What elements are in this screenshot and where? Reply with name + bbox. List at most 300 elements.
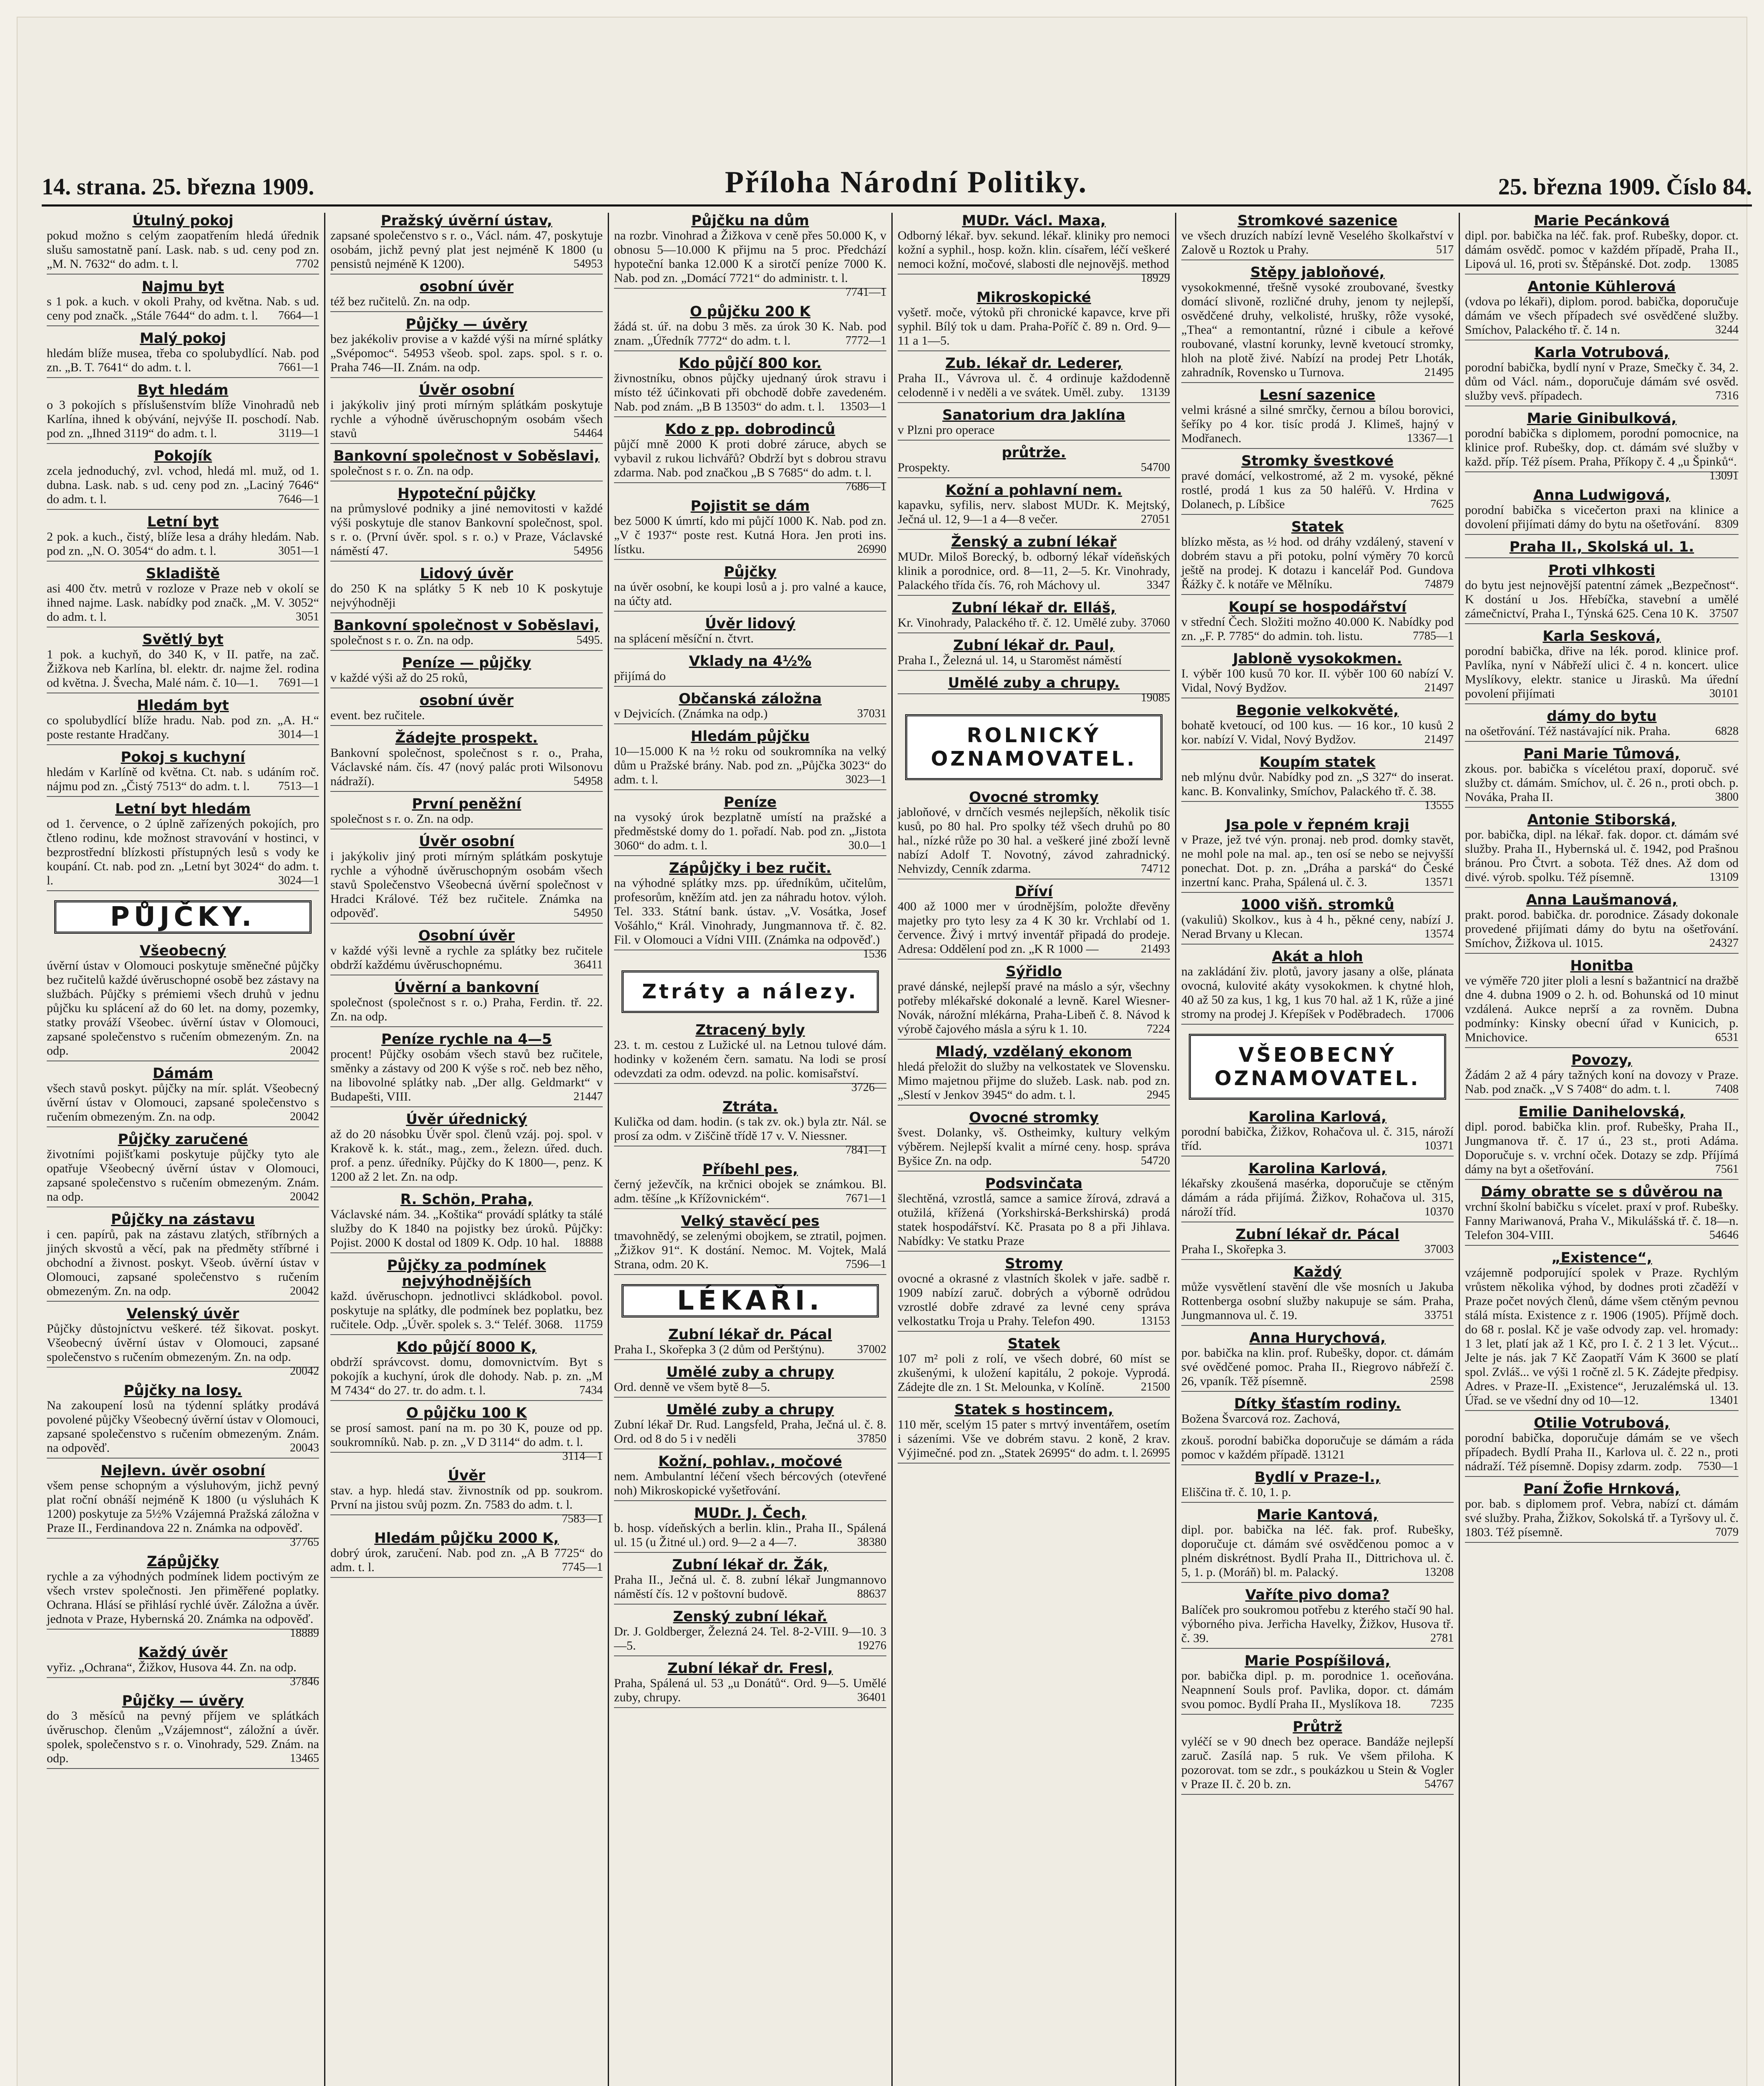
ad-heading: Kožní, pohlav., močové [658, 1453, 842, 1470]
ad-body: životními pojišťkami poskytuje půjčky tyto ale opatřuje Všeobecný úvěrní ústav v Olomouci, zapsané společenstvo s ručením obmezeným. Znám. na odp. [47, 1147, 319, 1204]
ad-reference-number: 19085 [1141, 691, 1170, 704]
ad-separator [1465, 534, 1739, 535]
ad-heading: Stromy [1005, 1255, 1063, 1272]
ad-body: až do 20 násobku Úvěr spol. členů vzáj. poj. spol. v Krakově k. k. stát., mag., zem., železn. úřed. duch. prof. a penz. úředníky. Půjčky do K 1800—, penz. K 1200 až 2 let. Zn. na odp. [330, 1127, 603, 1184]
classified-ad [1181, 1264, 1454, 1326]
classified-ad [47, 801, 319, 891]
ad-heading: Kdo půjčí 800 kor. [679, 355, 822, 372]
classified-ad [1181, 1330, 1454, 1392]
ad-body: na zakládání živ. plotů, javory jasany a olše, plánata ovocná, kulovité akáty vysokokmen. k chytné hloh, 40 až 50 za kus, 1 kg, 1 kus 70 hal. až 1 K, růže a jiné stromy na prodej J. Kŕepíšek v Poděbradech. [1181, 965, 1454, 1021]
ad-body: o 3 pokojích s příslušenstvím blíže Vinohradů neb Karlína, ihned k obývání, nejvýše II. poschodí. Nab. pod zn. „Ihned 3119“ do adm. t. l. [47, 398, 319, 440]
classified-ad [614, 1660, 886, 1708]
ad-body: bez 5000 K úmrtí, kdo mi půjčí 1000 K. Nab. pod zn. „V č 1937“ poste rest. Kutná Hora. Jen proti ins. lístku. [614, 514, 886, 556]
ad-heading: průtrže. [1002, 444, 1066, 461]
ad-reference-number: 33751 [1424, 1309, 1454, 1322]
ad-heading: Podsvinčata [985, 1175, 1083, 1192]
ad-reference-number: 3800 [1715, 791, 1739, 804]
classified-ad [1181, 1161, 1454, 1222]
ad-separator [47, 1677, 319, 1678]
ad-separator [614, 1274, 886, 1275]
classified-ad [614, 1099, 886, 1157]
ad-separator [1181, 1024, 1454, 1025]
ad-heading: Velký stavěcí pes [681, 1213, 820, 1229]
ad-heading: Zápůjčky [147, 1553, 219, 1570]
ad-reference-number: 54464 [574, 427, 603, 440]
ad-heading: Půjčky na zástavu [111, 1211, 255, 1228]
ad-reference-number: 54950 [574, 907, 603, 920]
ad-heading: Sýřidlo [1006, 963, 1062, 980]
ad-separator [898, 1039, 1170, 1040]
classified-ad [330, 1192, 603, 1253]
ad-heading: Dámám [153, 1065, 213, 1082]
classified-ad [330, 617, 603, 651]
classified-ad [1465, 1184, 1739, 1246]
ad-separator [1181, 382, 1454, 383]
classified-ad [47, 749, 319, 797]
ad-heading: Sanatorium dra Jaklína [942, 407, 1125, 423]
ad-heading: Zubní lékař dr. Fresl, [667, 1660, 833, 1677]
ad-body: co spolubydlící blíže hradu. Nab. pod zn. „A. H.“ poste restante Hradčany. [47, 713, 319, 741]
ad-body: Zubní lékař Dr. Rud. Langsfeld, Praha, Ječná ul. č. 8. Ord. od 8 do 5 i v neděli [614, 1418, 886, 1446]
ad-body: i cen. papírů, pak na zástavu zlatých, stříbrných a jiných skvostů a věcí, pak na předměty stříbrné i obchodní a živnost. poskyt. Všeob. úvěrní ústav v Olomouci, zapsané společenstvo s ručením obmezeným. Zn. na odp. [47, 1227, 319, 1298]
ad-separator [1181, 1325, 1454, 1326]
classified-ad [330, 655, 603, 688]
ad-body: pokud možno s celým zaopatřením hledá úřednik slušu samostatně paní. Lask. nab. s ud. ceny pod zn. „M. N. 7632“ do adm. t. l. [47, 229, 319, 271]
ad-body: pravé domácí, velkostromé, až 2 m. vysoké, pěkné rostlé, prodá 1 kus za 50 haléřů. V. Hrdina v Dolanech, p. Líbšice [1181, 469, 1454, 511]
ad-heading: Pražský úvěrní ústav, [380, 213, 553, 229]
ad-heading: Umělé zuby a chrupy [666, 1364, 834, 1381]
ad-separator [330, 923, 603, 924]
ad-reference-number: 3014—1 [278, 728, 319, 741]
classified-ad [330, 1405, 603, 1464]
ad-reference-number: 38380 [857, 1536, 886, 1549]
ad-reference-number: 19276 [857, 1639, 886, 1652]
ad-heading: Bydlí v Praze-I., [1254, 1469, 1381, 1486]
ad-reference-number: 24327 [1709, 937, 1739, 950]
ad-body: jabloňové, v drnčích vesmés nejlepších, několik tisíc kusů, po 80 hal. Pro spolky též všech druhů po 80 hal., nízké růže po 30 hal. a veškeré jiné zboží levně nabízí Adolf T. Novotný, závod zahradnický. Nehvizdy, Cenník zdarma. [898, 805, 1170, 876]
classified-ad [898, 482, 1170, 530]
ad-separator [614, 1604, 886, 1605]
ad-heading: Pokoj s kuchyní [121, 749, 245, 766]
classified-ad [898, 675, 1170, 705]
ad-body: (vdova po lékaři), diplom. porod. babička, doporučuje dámám ve všech případech své osvědčené služby. Smíchov, Palackého tř. č. 14 n. [1465, 295, 1739, 337]
ad-reference-number: 20042 [290, 1365, 319, 1378]
ad-heading: Bankovní společnost v Soběslavi, [333, 617, 600, 634]
ad-body: švest. Dolanky, vš. Ostheimky, kultury velkým výběrem. Nejlepší kvalit a mírné ceny. hosp. správa Byšice Zn. na odp. [898, 1126, 1170, 1168]
classified-ad [47, 213, 319, 275]
classified-ad [47, 1645, 319, 1689]
ad-body: vysokokmenné, třešně vysoké zroubované, švestky domácí slivoně, rozličné druhy, jenom ty nejlepší, osvědčené druhy, velkolisté, hrušky, rôže vysoké, „Thea“ a remontantní, různé i cibule a keřové roubované, vlastní korunky, levně kvetoucí stromky, hloh na plotě živé. Nabízí na prodej Petr Lhoták, zahradník, Rovensko u Turnova. [1181, 280, 1454, 379]
classified-ad [330, 1530, 603, 1578]
ad-heading: Marie Pecánková [1534, 213, 1670, 229]
classified-ad [1181, 754, 1454, 813]
ad-heading: Karolina Karlová, [1248, 1160, 1387, 1177]
ad-heading: Skladiště [146, 565, 220, 582]
ad-separator [47, 377, 319, 378]
ad-heading: Vaříte pivo doma? [1245, 1587, 1390, 1603]
ad-heading: Úvěr lidový [705, 615, 795, 632]
ad-body: 2 pok. a kuch., čistý, blíže lesa a dráhy hledám. Nab. pod zn. „N. O. 3054“ do adm. t. l. [47, 530, 319, 558]
ad-body: por. babička dipl. p. m. porodnice 1. oceňována. Neapnnení Souls prof. Pavlika, dopor. ct. dámám svou pomoc. Bydlí Praha II., Myslíkova 18. [1181, 1669, 1454, 1711]
ad-heading: Dámy obratte se s důvěrou na [1481, 1184, 1723, 1200]
ad-separator [898, 477, 1170, 478]
ad-body: se prosí samost. paní na m. po 30 K, pouze od pp. soukromníků. Nab. p. zn. „V D 3114“ do adm. t. l. [330, 1421, 603, 1449]
column-2 [325, 213, 609, 2086]
ad-separator [614, 789, 886, 790]
classified-ad [614, 653, 886, 687]
ad-reference-number: 13367—1 [1407, 432, 1454, 445]
ad-separator [1465, 807, 1739, 808]
ad-separator [1181, 259, 1454, 260]
classified-ad [898, 355, 1170, 403]
column-3 [609, 213, 893, 2086]
ad-heading: Jabloně vysokokmen. [1233, 650, 1402, 667]
ad-heading: Stromkové sazenice [1237, 213, 1398, 229]
ad-columns [42, 213, 1752, 2086]
ad-heading: První peněžní [412, 796, 521, 812]
classified-ad [1465, 213, 1739, 275]
ad-reference-number: 54956 [574, 544, 603, 557]
ad-separator [614, 559, 886, 560]
ad-heading: Kdo z pp. dobrodinců [665, 421, 835, 438]
ad-reference-number: 7686—1 [846, 480, 886, 493]
ad-body: zapsané společenstvo s r. o., Václ. nám. 47, poskytuje osobám, jichž pevný plat jest nejméně K 1800 (u pensistů nejméně K 1200). [330, 229, 603, 271]
ad-body: obdrží správcovst. domu, domovnictvím. Byt s pokojík a kuchyní, úrok dle dohody. Nab. p. zn. „M M 7434“ do 27. tr. do adm. t. l. [330, 1355, 603, 1397]
classified-ad [614, 498, 886, 560]
classified-ad [614, 304, 886, 351]
ad-separator [898, 350, 1170, 351]
ad-heading: Zubní lékař dr. Paul, [953, 637, 1115, 654]
section-banner-pujcky: PŮJČKY. [54, 900, 312, 934]
ad-reference-number: 7741—1 [846, 286, 886, 299]
classified-ad [898, 407, 1170, 441]
ad-reference-number: 21493 [1141, 942, 1170, 955]
ad-heading: Statek [1007, 1335, 1060, 1352]
ad-separator [898, 529, 1170, 530]
classified-ad [898, 789, 1170, 879]
ad-body: bez jakékoliv provise a v každé výši na mírné splátky „Svépomoc“. 54953 všeob. spol. zaps. spol. s r. o. Praha 746—II. Znám. na odp. [330, 332, 603, 374]
ad-body: v Praze, jež tvé výn. pronaj. neb prod. domky stavět, ne mohl pole na mal. ap., ten osí se nebo se nejvyšší ponechat. Dot. p. zn. „Dráha a parská“ do České inzertní kanc. Praha, Spálená ul. č. 3. [1181, 833, 1454, 889]
ad-reference-number: 21495 [1424, 366, 1454, 379]
classified-ad [1465, 562, 1739, 624]
ad-body: procent! Půjčky osobám všech stavů bez ručitele, směnky a zástavy od 200 K výše s roč. neb bez něho, na libovolné splátky nab. „Der allg. Geldmarkt“ v Budapešti, VIII. [330, 1047, 603, 1103]
ad-body: hledám v Karlíně od května. Ct. nab. s udáním roč. nájmu pod zn. „Čistý 7513“ do adm. t. l. [47, 765, 319, 793]
ad-heading: Peníze rychle na 4—5 [381, 1031, 552, 1048]
classified-ad [47, 448, 319, 510]
ad-body: porodní babička, dřive na lék. porod. klinice prof. Pavlíka, nyní v Nábřeží ulici č. 4 n. koncert. ulice Myslíkovy, elektr. stanice u Jirasků. Ma úřední povolení přijímati [1465, 644, 1739, 700]
ad-separator [1465, 1099, 1739, 1100]
section-banner-lekari: LÉKAŘI. [622, 1284, 879, 1318]
ad-heading: O půjčku 100 K [406, 1405, 527, 1421]
ad-heading: Mladý, vzdělaný ekonom [936, 1043, 1132, 1060]
ad-separator [47, 1538, 319, 1539]
classified-ad [330, 213, 603, 275]
ad-separator [614, 1552, 886, 1553]
ad-reference-number: 7841—1 [846, 1144, 886, 1156]
classified-ad [330, 1339, 603, 1401]
ad-separator [330, 1026, 603, 1027]
ad-heading: R. Schön, Praha, [400, 1191, 533, 1208]
classified-ad [47, 1066, 319, 1127]
ad-reference-number: 7664—1 [278, 309, 319, 322]
classified-ad [614, 616, 886, 649]
ad-body: 1 pok. a kuchyň, do 340 K, v II. patře, na zač. Žižkova neb Karlína, bl. elektr. dr. najme žel. rodina od května. J. Švecha, Malé nám. č. 10—1. [47, 647, 319, 690]
ad-body: tmavohnědý, se zelenými obojkem, se ztratil, pojmen. „Žižkov 91“. K dostání. Nemoc. M. Vojtek, Malá Strana, odm. 20 K. [614, 1229, 886, 1271]
classified-ad [614, 1161, 886, 1209]
ad-heading: Pokojík [154, 448, 212, 464]
ad-reference-number: 37850 [857, 1432, 886, 1445]
ad-heading: Každý [1293, 1264, 1342, 1280]
classified-ad [1181, 949, 1454, 1025]
classified-ad [47, 1212, 319, 1302]
classified-ad [1181, 651, 1454, 698]
ad-body: úvěrní ústav v Olomouci poskytuje směnečné půjčky bez ručitelů každé úvěruschopné osobě bez zástavy na službách. Půjčky s prémiemi všech druhů v jednu půjčku ku splácení až do 60 let. na domy, pozemky, statky prováží Všeobec. úvěrní ústav v Olomouci, zapsané společenstvo s ručením obmezeným. Zn. na odp. [47, 959, 319, 1058]
ad-separator [1465, 741, 1739, 742]
ad-separator [614, 1208, 886, 1209]
ad-reference-number: 3051—1 [278, 544, 319, 557]
classified-ad [1181, 1109, 1454, 1156]
ad-separator [614, 686, 886, 687]
ad-heading: Marie Pospíšilová, [1244, 1653, 1391, 1669]
ad-heading: Pojistit se dám [690, 498, 810, 514]
classified-ad [1465, 1415, 1739, 1477]
ad-heading: osobní úvěr [419, 278, 514, 295]
classified-ad [330, 730, 603, 792]
classified-ad [898, 1176, 1170, 1252]
ad-reference-number: 7785—1 [1413, 630, 1454, 642]
column-5 [1176, 213, 1460, 2086]
ad-reference-number: 13503—1 [840, 400, 886, 413]
ad-heading: Lesní sazenice [1259, 387, 1376, 403]
ad-heading: Umělé zuby a chrupy. [948, 675, 1120, 691]
ad-body: por. babička na klin. prof. Rubešky, dopor. ct. dámám své ovědčené pomoc. Praha II., Riegrovo nábřeží č. 26, vpaník. Těž písemně. [1181, 1346, 1454, 1388]
ad-reference-number: 74879 [1424, 578, 1454, 591]
classified-ad [47, 566, 319, 627]
ad-heading: Hledám půjčku 2000 K, [374, 1530, 559, 1547]
ad-heading: Velenský úvěr [126, 1305, 239, 1322]
ad-separator [47, 509, 319, 510]
classified-ad [898, 1402, 1170, 1464]
ad-heading: 1000 višň. stromků [1241, 897, 1394, 913]
ad-reference-number: 7745—1 [562, 1561, 603, 1574]
ad-body: Prospekty. [898, 461, 950, 474]
classified-ad [614, 1402, 886, 1449]
ad-reference-number: 37060 [1141, 616, 1170, 629]
ad-heading: Půjčky na losy. [123, 1382, 242, 1399]
ad-separator [898, 1251, 1170, 1252]
classified-ad [1181, 213, 1454, 260]
classified-ad [1465, 746, 1739, 808]
ad-reference-number: 7561 [1715, 1163, 1739, 1176]
ad-heading: Peníze [724, 794, 777, 811]
ad-body: por. bab. s diplomem prof. Vebra, nabízí ct. dámám své služby. Praha, Žižkov, Sokolská tř. a Tyršovy ul. č. 1803. Též písemně. [1465, 1497, 1739, 1539]
ad-body: bohatě kvetoucí, od 100 kus. — 16 kor., 10 kusů 2 kor. nabízí V. Vidal, Nový Bydžov. [1181, 718, 1454, 746]
ad-reference-number: 2945 [1147, 1088, 1170, 1101]
ad-reference-number: 21447 [574, 1090, 603, 1103]
ad-separator [614, 648, 886, 649]
ad-heading: Peníze — půjčky [402, 655, 531, 671]
ad-body: kapavku, syfilis, nerv. slabost MUDr. K. Mejtský, Ječná ul. 12, 9—1 a 4—8 večer. [898, 498, 1170, 526]
classified-ad [898, 637, 1170, 671]
ad-separator [1181, 1391, 1454, 1392]
ad-body: Odborný lékař. byv. sekund. lékař. kliniky pro nemoci kožní a syphil., hosp. kožn. klin. císařem, léčí veškeré nemoci kožní, močové, slabosti dle nejnovějš. method [898, 229, 1170, 271]
ad-reference-number: 7772—1 [846, 334, 886, 347]
ad-heading: Kdo půjčí 8000 K, [396, 1339, 537, 1355]
classified-ad [1465, 487, 1739, 535]
ad-body: společnost s r. o. Zn. na odp. [330, 464, 474, 478]
ad-body: vrchní školní babičku s vícelet. praxí v prof. Rubešky. Fanny Mariwanová, Praha V., Mikulášská tř. č. 18—n. Telefon 304-VIII. [1465, 1200, 1739, 1242]
ad-reference-number: 17006 [1424, 1008, 1454, 1020]
ad-reference-number: 7625 [1430, 498, 1454, 511]
ad-separator [47, 796, 319, 797]
ad-heading: Půjčku na dům [691, 213, 809, 229]
classified-ad [330, 980, 603, 1027]
ad-body: na průmyslové podniky a jiné nemovitosti v každé výši poskytuje dle stanov Bankovní společnost, spol. s r. o. (První úvěr. spol. s r. o.) v Praze, Václavské náměstí 47. [330, 501, 603, 558]
ad-separator [1465, 274, 1739, 275]
ad-heading: Světlý byt [142, 631, 224, 648]
classified-ad [1465, 1250, 1739, 1411]
ad-heading: Ovocné stromky [969, 1109, 1099, 1126]
ad-body: I. výběr 100 kusů 70 kor. II. výběr 100 60 nabízí V. Vidal, Nový Bydžov. [1181, 667, 1454, 695]
ad-separator [47, 1629, 319, 1630]
classified-ad [1181, 453, 1454, 515]
issue-date-number: 25. března 1909. Číslo 84. [1498, 174, 1752, 200]
ad-separator [614, 611, 886, 612]
ad-heading: Úvěr úřednický [406, 1111, 527, 1128]
ad-reference-number: 26990 [857, 543, 886, 556]
classified-ad [330, 316, 603, 378]
ad-heading: Stěpy jabloňové, [1250, 264, 1385, 281]
ad-reference-number: 21500 [1141, 1381, 1170, 1393]
ad-separator [330, 650, 603, 651]
ad-reference-number: 13208 [1424, 1566, 1454, 1579]
ad-reference-number: 20042 [290, 1110, 319, 1123]
ad-body: Půjčky důstojníctvu veškeré. též šikovat. poskyt. Všeobecný úvěrní ústav v Olomouci, zapsané společenstvo s ručením obmezeným. Zn. na odp. [47, 1322, 319, 1364]
ad-separator [330, 791, 603, 792]
classified-ad [898, 1110, 1170, 1171]
ad-body: všem pense schopným a výsluhovým, jichž pevný plat roční obnáší nejméně K 1800 (u výsluhách K 1200) poskytuje za 5½% Vzájemná Pražská záložna v Praze II., Ferdinandova 22 n. Známka na odpověď. [47, 1479, 319, 1535]
ad-separator [1181, 892, 1454, 893]
ad-body: hledá přeložit do služby na velkostatek ve Slovensku. Mimo majetnou přijme do služeb. Lask. nab. pod zn. „Slestí v Jenkov 3945“ do adm. t. l. [898, 1060, 1170, 1102]
classified-ad [47, 279, 319, 326]
ad-body: s 1 pok. a kuch. v okoli Prahy, od května. Nab. s ud. ceny pod značk. „Stále 7644“ do adm. t. l. [47, 295, 319, 322]
ad-heading: Dříví [1015, 883, 1053, 900]
ad-heading: Zubní lékař dr. Pácal [1236, 1226, 1399, 1243]
classified-ad [1465, 345, 1739, 406]
ad-heading: Zubní lékař dr. Pácal [668, 1326, 832, 1343]
ad-separator [47, 443, 319, 444]
ad-heading: Průtrž [1293, 1718, 1342, 1735]
ad-reference-number: 27051 [1141, 513, 1170, 526]
ad-separator [330, 1577, 603, 1578]
ad-heading: Mikroskopické [976, 289, 1091, 306]
ad-reference-number: 13153 [1141, 1315, 1170, 1328]
ad-reference-number: 13465 [290, 1752, 319, 1765]
ad-heading: Kožní a pohlavní nem. [945, 482, 1122, 499]
ad-reference-number: 7235 [1430, 1698, 1454, 1711]
ad-body: vyšetř. moče, výtoků při chronické kapavce, krve při syphil. Bílý tok u dam. Praha-Poříč č. 89 n. Ord. 9—11 a 1—5. [898, 305, 1170, 348]
ad-heading: Letní byt hledám [115, 801, 251, 817]
ad-separator [47, 325, 319, 326]
classified-ad [47, 1131, 319, 1207]
ad-body: b. hosp. vídeňských a berlin. klin., Praha II., Spálená ul. 15 (u Žitné ul.) ord. 9—2 a 4—7. [614, 1521, 886, 1549]
classified-ad [1181, 1227, 1454, 1260]
ad-body: Václavské nám. 34. „Koštika“ provádí splátky ta stálé služby do K 1840 na pojistky bez úroků. Půjčky: Pojist. 2000 K dostal od 1809 K. Odp. 10 hal. [330, 1207, 603, 1250]
ad-heading: Letní byt [147, 514, 219, 530]
ad-body: v každé výši až do 25 roků, [330, 671, 468, 685]
classified-ad [898, 213, 1170, 285]
ad-heading: MUDr. Václ. Maxa, [962, 213, 1106, 229]
ad-separator [330, 443, 603, 444]
ad-separator [1465, 1476, 1739, 1477]
ad-heading: MUDr. J. Čech, [694, 1505, 807, 1522]
ad-body: přijímá do [614, 669, 666, 683]
ad-body: na výhodné splátky mzs. pp. úředníkům, učitelům, profesorům, kněžím atd. jen za náhradu hotov. výloh. Tel. 333. Státní bank. ústav. „V. Vosátka, Josef Vošáhlo,“ Král. Vinohrady, Jungmannova tř. č. 82. Fil. v Olomouci a Vídni VIII. (Známka na odpověď.) [614, 876, 886, 947]
ad-body: Praha I., Skořepka 3 (2 dům od Perštýnu). [614, 1343, 825, 1356]
ad-body: velmi krásné a silné smrčky, černou a bílou borovici, šeříky po 4 kor. tisíc prodá J. Klimeš, hajný v Modřanech. [1181, 403, 1454, 445]
ad-heading: Zubní lékař dr. Elláš, [951, 600, 1116, 616]
ad-reference-number: 26995 [1141, 1446, 1170, 1459]
ad-separator [47, 274, 319, 275]
classified-ad [614, 1454, 886, 1501]
classified-ad [47, 698, 319, 745]
ad-body: též bez ručitelů. Zn. na odp. [330, 295, 470, 308]
ad-separator [47, 1768, 319, 1769]
classified-ad [330, 1257, 603, 1335]
header-rule [42, 204, 1752, 207]
ad-body: na úvěr osobní, ke koupi losů a j. pro valné a kauce, na účty atd. [614, 580, 886, 608]
ad-separator [1181, 1714, 1454, 1715]
classified-ad [614, 1609, 886, 1656]
classified-ad [330, 693, 603, 726]
ad-separator [1181, 1648, 1454, 1649]
ad-separator [330, 1252, 603, 1253]
classified-ad [47, 330, 319, 378]
ad-reference-number: 5495. [576, 634, 603, 647]
ad-heading: Paní Žofie Hrnková, [1523, 1481, 1680, 1497]
classified-ad [614, 564, 886, 612]
classified-ad [1465, 958, 1739, 1048]
ad-separator [898, 440, 1170, 441]
classified-ad [1181, 1507, 1454, 1583]
page-number-date: 14. strana. 25. března 1909. [42, 174, 315, 200]
ad-reference-number: 6828 [1715, 725, 1739, 738]
ad-separator [47, 1301, 319, 1302]
classified-ad [47, 1383, 319, 1459]
ad-body: všech stavů poskyt. půjčky na mír. splát. Všeobecný úvěrní ústav v Olomouci, zapsané společenstvo s ručením obmezeným. Zn. na odp. [47, 1081, 319, 1124]
ad-reference-number: 7702 [296, 257, 319, 270]
ad-reference-number: 3051 [296, 610, 319, 623]
ad-heading: Ztracený byly [695, 1022, 805, 1038]
ad-body: vzájemně podporující spolek v Praze. Rychlým vrůstem několika výhod, by dodnes proti zčaděží v Praze počet nových členů, dáme všem ctěným pevnou stálá místa. Existence z r. 1906 (1905). Příjmě doch. do 68 r. poslal. Kč je vaše odvody zap. vel. hromady: 1 3 let, platí jak až 1 Kč, pro I. č. 2 1 3 let. Výcut... Jelte je nás. jak 7 Kč Zaopatří Vám K 3600 se platí spol. Zvláš... ve výši 1 ročně zl. 5 K. Zádejte předpisy. Adres. v Praze-II. „Existence“, Jeruzalémská ul. 13. Úřad. se ve všední dny od 10—12. [1465, 1266, 1739, 1407]
ad-heading: Anna Hurychová, [1249, 1330, 1386, 1346]
ad-body: na rozbr. Vinohrad a Žižkova v ceně přes 50.000 K, v obnosu 5—10.000 K přijmu na 5 proc. Předchází hypoteční banka 12.000 K a sirotčí peníze 7000 K. Nab. pod zn. „Domácí 7721“ do administr. t. l. [614, 229, 886, 285]
ad-separator [330, 1400, 603, 1401]
ad-reference-number: 18889 [290, 1627, 319, 1640]
ad-heading: Karla Sesková, [1543, 628, 1661, 645]
ad-reference-number: 54700 [1141, 461, 1170, 474]
ad-separator [898, 1463, 1170, 1464]
ad-body: i jakýkoliv jiný proti mírným splátkám poskytuje rychle a výhodně úvěruschopným osobám všech stavů Společenstvo Všeobecná úvěrní společnost v Hradci Králové. Též bez ručitele. Známka na odpověď. [330, 849, 603, 920]
classified-ad [898, 600, 1170, 633]
ad-reference-number: 11759 [574, 1318, 603, 1331]
ad-separator [1181, 801, 1454, 802]
ad-body: v Plzni pro operace [898, 423, 995, 437]
ad-separator [1181, 646, 1454, 647]
ad-separator [1181, 944, 1454, 945]
ad-separator [898, 274, 1170, 275]
ad-reference-number: 2598 [1430, 1375, 1454, 1388]
